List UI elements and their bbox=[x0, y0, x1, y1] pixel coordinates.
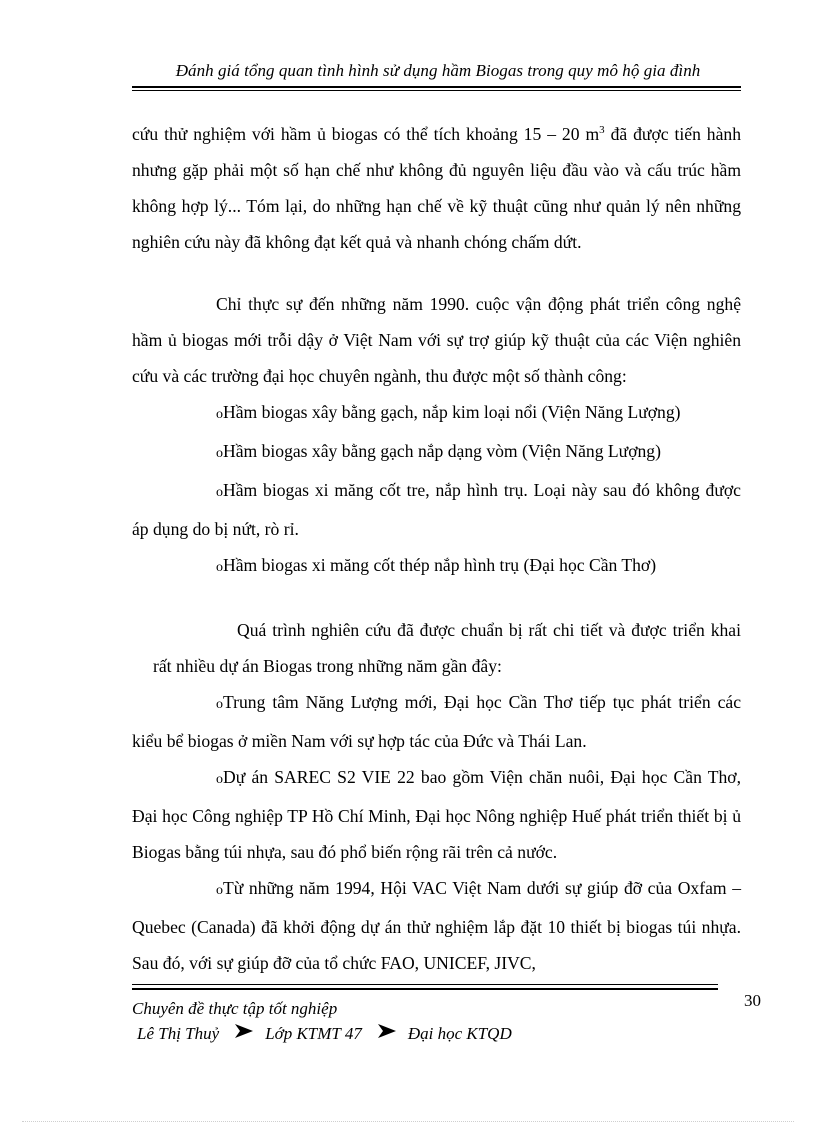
list-item bbox=[132, 759, 741, 870]
list-item bbox=[132, 684, 741, 759]
bullet-icon: o bbox=[216, 407, 223, 422]
spacer bbox=[132, 260, 741, 286]
footer-title: Chuyên đề thực tập tốt nghiệp bbox=[132, 999, 338, 1018]
paragraph-text: cứu thử nghiệm với hầm ủ biogas có thể tích khoảng 15 – 20 m bbox=[132, 124, 600, 144]
list-item bbox=[132, 547, 741, 586]
bullet-icon: o bbox=[216, 485, 223, 500]
list-item bbox=[132, 433, 741, 472]
footer-rule-thin bbox=[132, 984, 718, 985]
page-number: 30 bbox=[744, 991, 761, 1010]
list-item bbox=[132, 870, 741, 981]
page-header-title: Đánh giá tổng quan tình hình sử dụng hầm Biogas trong quy mô hộ gia đình bbox=[175, 61, 701, 80]
list-item-text: Hầm biogas xi măng cốt tre, nắp hình trụ. Loại này sau đó không được áp dụng do bị nứt, rò rỉ. bbox=[132, 480, 741, 539]
footer-meta bbox=[137, 1023, 512, 1045]
arrow-right-icon bbox=[233, 1023, 255, 1045]
arrow-right-icon bbox=[376, 1023, 398, 1045]
list-item bbox=[132, 472, 741, 547]
footer-class: Lớp KTMT 47 bbox=[265, 1024, 362, 1043]
list-item bbox=[132, 394, 741, 433]
footer-author: Lê Thị Thuỷ bbox=[137, 1024, 220, 1043]
list-item-text: Từ những năm 1994, Hội VAC Việt Nam dưới sự giúp đỡ của Oxfam – Quebec (Canada) đã khởi động dự án thử nghiệm lắp đặt 10 thiết bị biogas túi nhựa. Sau đó, với sự giúp đỡ của tổ chức FAO, UNICEF, JIVC, bbox=[132, 878, 741, 973]
footer-rule bbox=[132, 988, 718, 990]
document-body bbox=[132, 116, 741, 981]
paragraph-continued bbox=[132, 116, 741, 260]
bullet-icon: o bbox=[216, 560, 223, 575]
list-item-text: Hầm biogas xây bằng gạch, nắp kim loại nổi (Viện Năng Lượng) bbox=[223, 402, 681, 422]
paragraph-1990s: Chỉ thực sự đến những năm 1990. cuộc vận động phát triển công nghệ hầm ủ biogas mới trỗi dậy ở Việt Nam với sự trợ giúp kỹ thuật của các Viện nghiên cứu và các trường đại học chuyên ngành, thu được một số thành công: bbox=[132, 294, 741, 386]
list-item-text: Trung tâm Năng Lượng mới, Đại học Cần Thơ tiếp tục phát triển các kiểu bể biogas ở miền Nam với sự hợp tác của Đức và Thái Lan. bbox=[132, 692, 741, 751]
bullet-icon: o bbox=[216, 772, 223, 787]
list-item-text: Dự án SAREC S2 VIE 22 bao gồm Viện chăn nuôi, Đại học Cần Thơ, Đại học Công nghiệp TP Hồ Chí Minh, Đại học Nông nghiệp Huế phát triển thiết bị ủ Biogas bằng túi nhựa, sau đó phổ biến rộng rãi trên cả nước. bbox=[132, 767, 741, 862]
footer-university: Đại học KTQD bbox=[407, 1024, 512, 1043]
list-item-text: Hầm biogas xi măng cốt thép nắp hình trụ (Đại học Cần Thơ) bbox=[223, 555, 657, 575]
bullet-icon: o bbox=[216, 446, 223, 461]
superscript: 3 bbox=[599, 124, 605, 137]
paragraph-text: Quá trình nghiên cứu đã được chuẩn bị rất chi tiết và được triển khai rất nhiều dự án Biogas trong những năm gần đây: bbox=[153, 620, 741, 676]
bullet-icon: o bbox=[216, 697, 223, 712]
list-item-text: Hầm biogas xây bằng gạch nắp dạng vòm (Viện Năng Lượng) bbox=[223, 441, 661, 461]
header-rule-thin bbox=[132, 90, 741, 91]
spacer bbox=[132, 586, 741, 612]
page-edge-divider bbox=[22, 1121, 794, 1122]
paragraph-text-rest: đã được tiến hành nhưng gặp phải một số hạn chế như không đủ nguyên liệu đầu vào và cấu trúc hầm không hợp lý... Tóm lại, do những hạn chế về kỹ thuật cũng như quản lý nên những nghiên cứu này đã không đạt kết quả và nhanh chóng chấm dứt. bbox=[132, 124, 741, 252]
header-rule bbox=[132, 86, 741, 88]
bullet-icon: o bbox=[216, 883, 223, 898]
paragraph-research bbox=[153, 612, 741, 684]
